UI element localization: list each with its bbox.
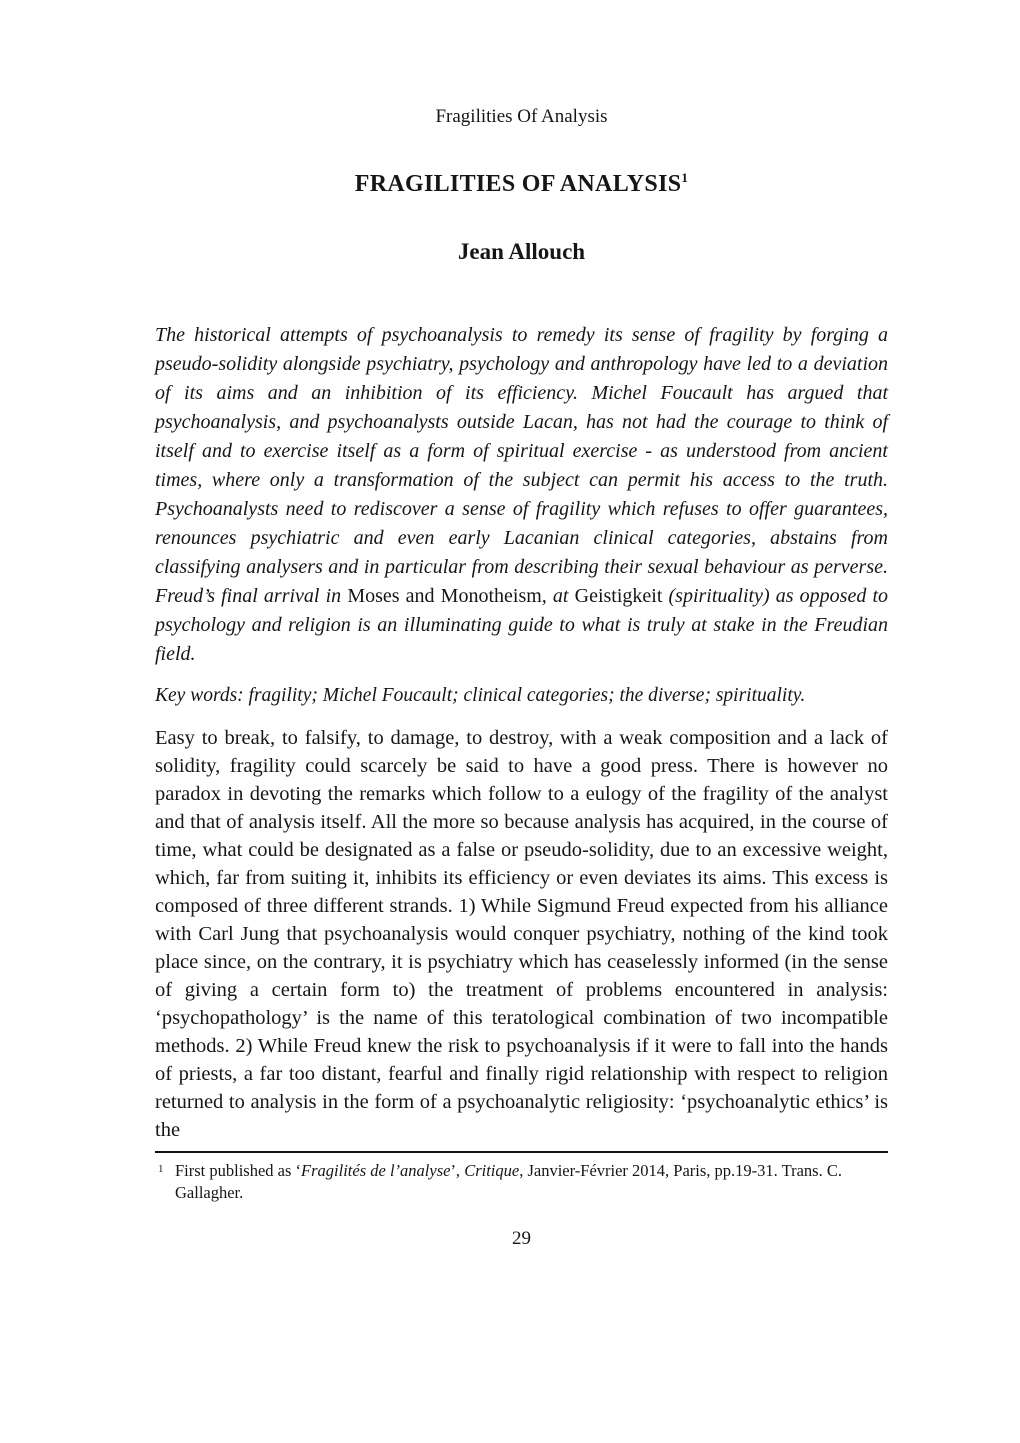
footnote-text: First published as ‘Fragilités de l’analyse’, Critique, Janvier-Février 2014, Paris, pp.19-31. Trans. C. Gallagher. — [175, 1161, 842, 1202]
running-header: Fragilities Of Analysis — [435, 106, 608, 127]
page-number: 29 — [512, 1228, 531, 1249]
abstract-paragraph: The historical attempts of psychoanalysis to remedy its sense of fragility by forging a pseudo-solidity alongside psychiatry, psychology and anthropology have led to a deviation of its aims and an inhibition of its efficiency. Michel Foucault has argued that psychoanalysis, and psychoanalysts outside Lacan, has not had the courage to think of itself and to exercise itself as a form of spiritual exercise - as understood from ancient times, where only a transformation of the subject can permit his access to the truth. Psychoanalysts need to rediscover a sense of fragility which refuses to offer guarantees, renounces psychiatric and even early Lacanian clinical categories, abstains from classifying analysers and in particular from describing their sexual behaviour as perverse. Freud’s final arrival in Moses and Monotheism, at Geistigkeit (spirituality) as opposed to psychology and religion is an illuminating guide to what is truly at stake in the Freudian field. — [155, 324, 889, 665]
body-paragraph: Easy to break, to falsify, to damage, to destroy, with a weak composition and a lack of solidity, fragility could scarcely be said to have a good press. There is however no paradox in devoting the remarks which follow to a eulogy of the fragility of the analyst and that of analysis itself. All the more so because analysis has acquired, in the course of time, what could be designated as a false or pseudo-solidity, due to an excessive weight, which, far from suiting it, inhibits its efficiency or even deviates its aims. This excess is composed of three different strands. 1) While Sigmund Freud expected from his alliance with Carl Jung that psychoanalysis would conquer psychiatry, nothing of the kind took place since, on the contrary, it is psychiatry which has ceaselessly informed (in the sense of giving a certain form to) the treatment of problems encountered in analysis: ‘psychopathology’ is the name of this teratological combination of two incompatible methods. 2) While Freud knew the risk to psychoanalysis if it were to fall into the hands of priests, a far too distant, fearful and finally rigid relationship with respect to religion returned to analysis in the form of a psychoanalytic religiosity: ‘psychoanalytic ethics’ is the — [155, 727, 888, 1141]
footnote-marker: 1 — [158, 1163, 164, 1175]
title-footnote-marker: 1 — [681, 170, 689, 185]
author-name: Jean Allouch — [457, 239, 586, 264]
keywords-line: Key words: fragility; Michel Foucault; clinical categories; the diverse; spirituality. — [155, 685, 806, 706]
footnote-block — [155, 1151, 888, 1204]
article-title-text: FRAGILITIES OF ANALYSIS — [354, 171, 682, 197]
footnote-separator — [155, 1151, 888, 1153]
footnote — [155, 1160, 888, 1204]
article-title — [155, 170, 888, 198]
